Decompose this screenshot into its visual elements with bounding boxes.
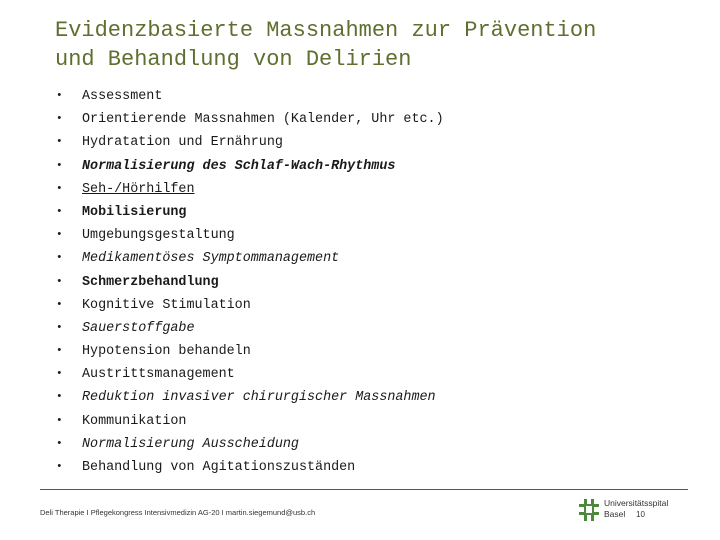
bullet-icon: • (56, 368, 63, 381)
list-item-text: Normalisierung Ausscheidung (82, 436, 299, 452)
list-item-text: Orientierende Massnahmen (Kalender, Uhr etc.) (82, 112, 444, 128)
bullet-icon: • (56, 159, 63, 172)
list-item (52, 410, 652, 433)
bullet-icon: • (56, 345, 63, 358)
measures-list (52, 85, 652, 479)
list-item (52, 363, 652, 386)
list-item-text: Kognitive Stimulation (82, 297, 251, 313)
bullet-icon: • (56, 275, 63, 288)
list-item-text: Reduktion invasiver chirurgischer Massnahmen (82, 390, 436, 406)
list-item (52, 224, 652, 247)
bullet-icon: • (56, 321, 63, 334)
list-item (52, 340, 652, 363)
list-item-text: Mobilisierung (82, 204, 187, 220)
list-item-text: Austrittsmanagement (82, 367, 235, 383)
footer-divider (40, 489, 688, 490)
slide-title (55, 16, 695, 74)
logo-line-1: Universitätsspital (604, 498, 669, 508)
bullet-icon: • (56, 90, 63, 102)
list-item (52, 433, 652, 456)
bullet-icon: • (56, 205, 63, 218)
list-item-text: Hydratation und Ernährung (82, 135, 283, 151)
list-item-text: Schmerzbehandlung (82, 274, 219, 290)
list-item-text: Medikamentöses Symptommanagement (82, 251, 340, 267)
list-item-text: Seh-/Hörhilfen (82, 181, 195, 197)
list-item (52, 456, 652, 479)
list-item (52, 155, 652, 178)
list-item-text: Behandlung von Agitationszuständen (82, 460, 356, 475)
hospital-logo-icon (578, 498, 602, 522)
list-item (52, 131, 652, 154)
bullet-icon: • (56, 113, 63, 126)
bullet-icon: • (56, 136, 63, 149)
bullet-icon: • (56, 461, 63, 473)
page-number: 10 (636, 510, 645, 519)
logo-line-2: Basel (604, 509, 626, 519)
hospital-logo (578, 496, 688, 524)
bullet-icon: • (56, 414, 63, 427)
list-item-text: Assessment (82, 89, 163, 104)
list-item (52, 178, 652, 201)
list-item (52, 247, 652, 270)
bullet-icon: • (56, 437, 63, 450)
list-item-text: Umgebungsgestaltung (82, 228, 235, 244)
list-item (52, 271, 652, 294)
list-item (52, 85, 652, 108)
slide-title-line-2: und Behandlung von Delirien (55, 47, 412, 72)
bullet-icon: • (56, 229, 63, 242)
list-item-text: Normalisierung des Schlaf-Wach-Rhythmus (82, 158, 396, 174)
slide-title-line-1: Evidenzbasierte Massnahmen zur Prävention (55, 18, 597, 43)
list-item-text: Sauerstoffgabe (82, 320, 195, 336)
list-item-text: Hypotension behandeln (82, 344, 251, 360)
bullet-icon: • (56, 182, 63, 195)
list-item (52, 108, 652, 131)
footer-text: Deli Therapie I Pflegekongress Intensivmedizin AG-20 I martin.siegemund@usb.ch (40, 508, 316, 517)
list-item (52, 386, 652, 409)
list-item (52, 317, 652, 340)
bullet-icon: • (56, 298, 63, 311)
list-item-text: Kommunikation (82, 413, 187, 429)
list-item (52, 201, 652, 224)
bullet-icon: • (56, 252, 63, 265)
list-item (52, 294, 652, 317)
bullet-icon: • (56, 391, 63, 404)
